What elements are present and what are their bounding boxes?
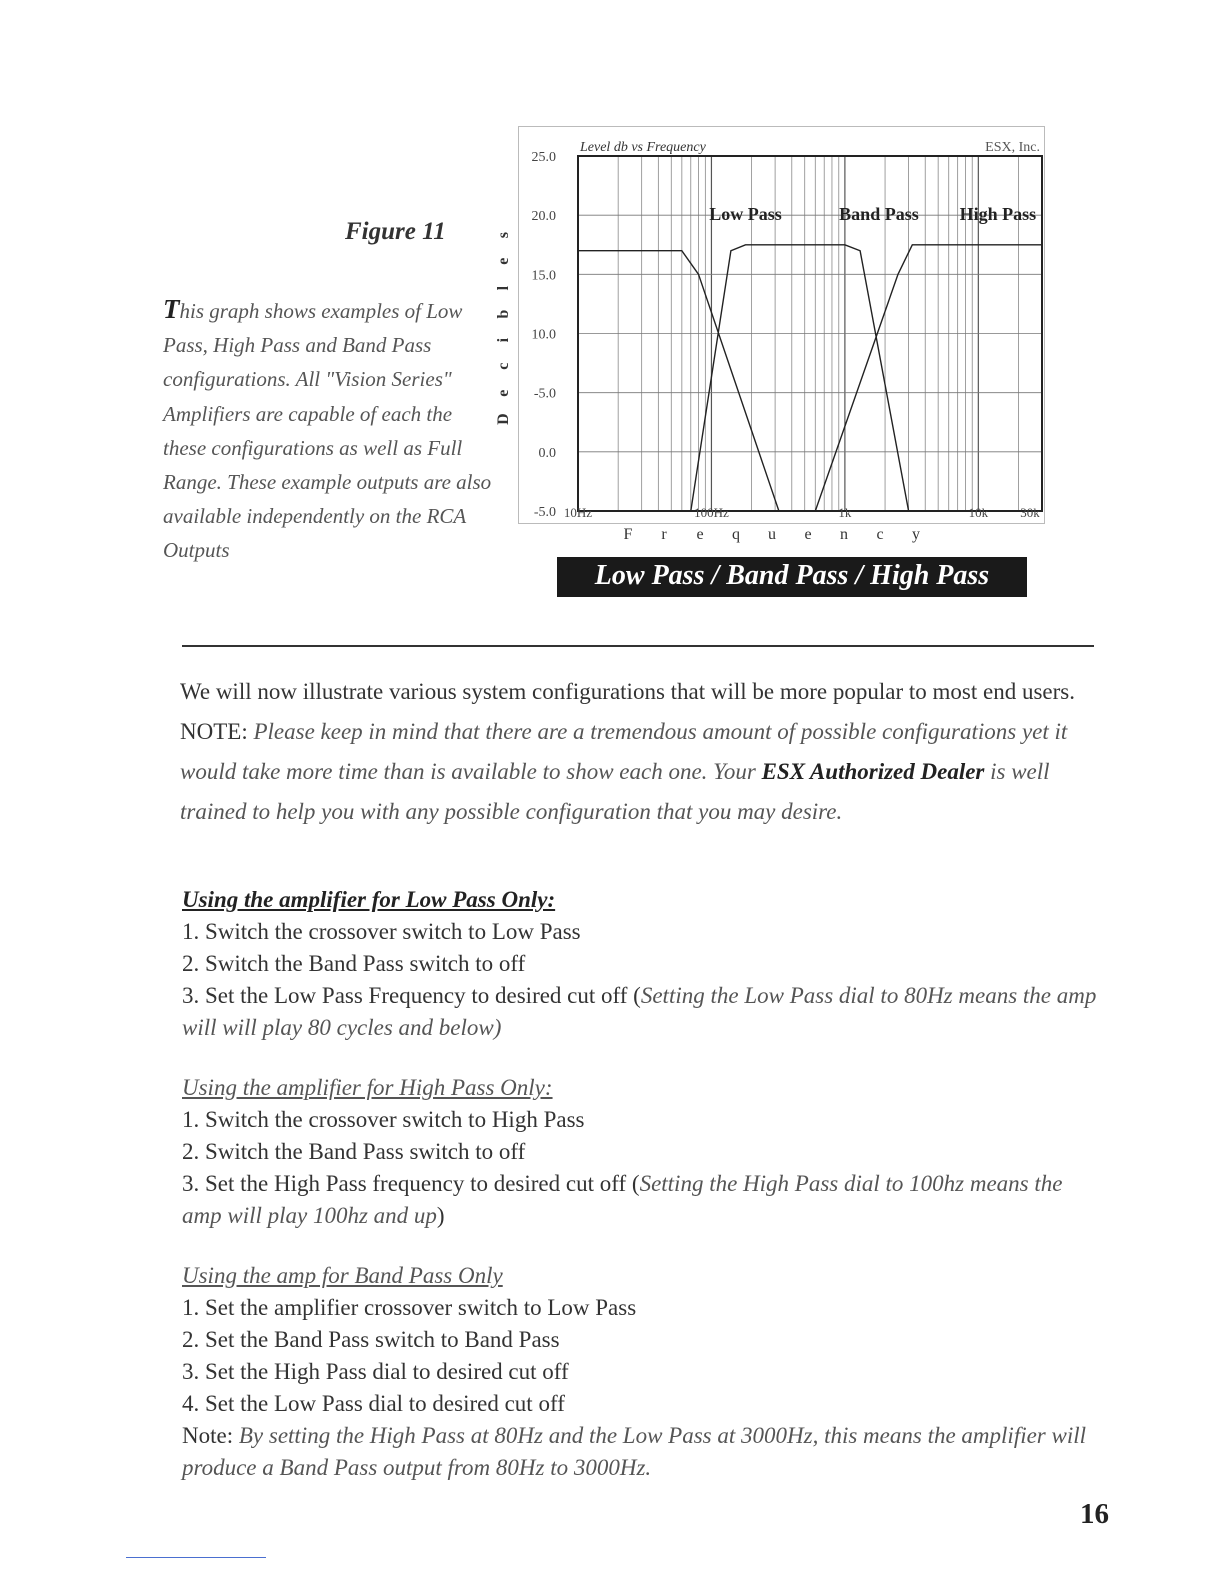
x-axis-letter: e <box>804 526 812 543</box>
list-item: 2. Switch the Band Pass switch to off <box>182 951 526 976</box>
x-axis-letter: q <box>732 526 740 543</box>
y-axis-label <box>494 222 518 432</box>
y-tick-label: -5.0 <box>533 505 556 520</box>
list-item: 1. Set the amplifier crossover switch to Low Pass <box>182 1295 637 1320</box>
list-item: 3. Set the High Pass dial to desired cut off <box>182 1359 569 1384</box>
band-pass-note <box>182 1420 1102 1484</box>
list-item-text: 3. Set the High Pass frequency to desired cut off ( <box>182 1171 640 1196</box>
list-item-note: Setting the High Pass dial to 100hz means the amp will play 100hz and up <box>182 1171 1063 1228</box>
intro-plain: We will now illustrate various system configurations that will be more popular to most end users. NOTE: <box>180 679 1075 744</box>
x-axis-label <box>610 526 970 544</box>
series-label: Low Pass <box>709 203 782 224</box>
caption-text: his graph shows examples of Low Pass, High Pass and Band Pass configurations. All "Vision Series" Amplifiers are capable of each the these configurations as well as Full Range. These example outputs are also available independently on the RCA Outputs <box>163 299 492 563</box>
note-text: By setting the High Pass at 80Hz and the Low Pass at 3000Hz, this means the amplifier will produce a Band Pass output from 80Hz to 3000Hz. <box>182 1423 1087 1480</box>
y-axis-letter: e <box>494 389 512 397</box>
intro-paragraph <box>180 672 1110 832</box>
y-tick-label: -5.0 <box>533 386 556 402</box>
page-number: 16 <box>1080 1498 1109 1530</box>
y-axis-letter: c <box>494 363 512 371</box>
section-heading: Using the amplifier for High Pass Only: <box>182 1075 553 1100</box>
x-tick-label: 100Hz <box>694 505 729 520</box>
y-tick-label: 20.0 <box>531 209 556 225</box>
figure-caption <box>163 292 498 568</box>
note-label: Note: <box>182 1423 234 1448</box>
section-heading: Using the amp for Band Pass Only <box>182 1263 503 1288</box>
y-axis-letter: D <box>494 413 512 426</box>
y-axis-letter: s <box>494 232 512 239</box>
section-band-pass <box>182 1260 1102 1484</box>
list-item-text: 3. Set the Low Pass Frequency to desired cut off ( <box>182 983 641 1008</box>
section-low-pass <box>182 884 1102 1044</box>
list-item-note: Setting the Low Pass dial to 80Hz means the amp will will play 80 cycles and below) <box>182 983 1097 1040</box>
x-axis-letter: y <box>912 526 920 543</box>
list-item <box>182 1168 1102 1232</box>
y-tick-label: 25.0 <box>531 150 556 165</box>
steps-list <box>182 1104 1102 1232</box>
list-item <box>182 980 1102 1044</box>
chart-banner: Low Pass / Band Pass / High Pass <box>557 557 1027 597</box>
section-high-pass <box>182 1072 1102 1232</box>
y-axis-letter: e <box>494 257 512 266</box>
section-heading: Using the amplifier for Low Pass Only: <box>182 887 556 912</box>
x-tick-label: 10k <box>968 505 989 520</box>
list-item: 4. Set the Low Pass dial to desired cut off <box>182 1391 565 1416</box>
y-axis-letter: b <box>494 309 512 319</box>
y-tick-label: 10.0 <box>531 327 556 343</box>
x-axis-letter: c <box>876 526 884 543</box>
y-tick-label: 0.0 <box>538 445 556 461</box>
x-axis-letter: e <box>696 526 704 543</box>
chart-publisher: ESX, Inc. <box>985 140 1040 155</box>
figure-label: Figure 11 <box>345 218 446 245</box>
x-axis-letter: F <box>623 526 633 543</box>
section-divider <box>182 645 1094 647</box>
series-label: Band Pass <box>839 203 919 224</box>
y-axis-letter: i <box>494 338 512 343</box>
steps-list <box>182 1292 1102 1420</box>
steps-list <box>182 916 1102 1044</box>
y-axis-letter: l <box>494 285 512 290</box>
footer-line <box>126 1557 266 1558</box>
list-item: 1. Switch the crossover switch to Low Pass <box>182 919 581 944</box>
x-tick-label: 30k <box>1020 505 1040 520</box>
list-item-close: ) <box>436 1203 445 1228</box>
series-label: High Pass <box>959 203 1037 224</box>
crossover-chart <box>518 126 1046 526</box>
intro-italic-a: Please keep in mind that there are a tremendous amount of possible configurations yet it would take more time than is available to show each one. Your <box>180 719 1068 784</box>
chart-title: Level db vs Frequency <box>580 140 706 155</box>
intro-italic-b: is well trained to help you with any possible configuration that you may desire. <box>180 759 1050 824</box>
list-item: 1. Switch the crossover switch to High Pass <box>182 1107 585 1132</box>
x-axis-letter: n <box>840 526 848 543</box>
list-item: 2. Set the Band Pass switch to Band Pass <box>182 1327 560 1352</box>
list-item: 2. Switch the Band Pass switch to off <box>182 1139 526 1164</box>
x-axis-letter: r <box>661 526 667 543</box>
x-tick-label: 1k <box>838 505 852 520</box>
caption-initial: T <box>163 294 180 324</box>
x-tick-label: 10Hz <box>563 505 593 520</box>
x-axis-letter: u <box>768 526 776 543</box>
dealer-name: ESX Authorized Dealer <box>761 759 985 784</box>
y-tick-label: 15.0 <box>531 268 556 284</box>
